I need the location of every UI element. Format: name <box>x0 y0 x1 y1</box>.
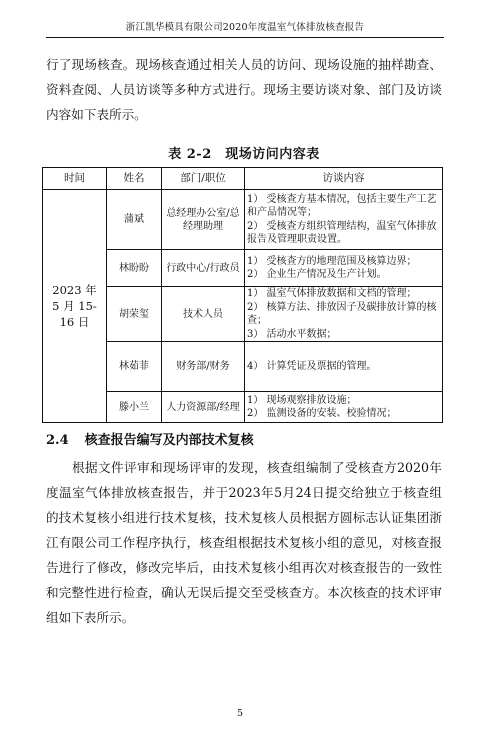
dept-cell: 总经理办公室/总经理助理 <box>162 190 245 250</box>
header-topics: 访谈内容 <box>245 168 443 190</box>
header-time: 时间 <box>43 168 107 190</box>
name-cell: 胡荣玺 <box>107 287 162 342</box>
dept-cell: 行政中心/行政员 <box>162 250 245 287</box>
header-name: 姓名 <box>107 168 162 190</box>
page-header: 浙江凯华模具有限公司2020年度温室气体排放核查报告 <box>125 22 365 33</box>
section-heading <box>46 429 254 448</box>
name-cell: 滕小兰 <box>107 392 162 423</box>
paragraph-review: 根据文件评审和现场评审的发现，核查组编制了受核查方2020年度温室气体排放核查报告，并于2023年5月24日提交给独立于核查组的技术复核小组进行技术复核，技术复核人员根据方圆标志认证集团浙江有限公司工作程序执行，核查组根据技术复核小组的意见，对核查报告进行了修改，修改完毕后，由技术复核小组再次对核查报告的一致性和完整性进行检查，确认无误后提交至受核查方。本次核查的技术评审组如下表所示。 <box>46 460 442 625</box>
dept-cell: 技术人员 <box>162 287 245 342</box>
topic-item: 2） 受核查方组织管理结构，温室气体排放报告及管理职责设置。 <box>247 220 437 245</box>
name-cell: 林盼盼 <box>107 250 162 287</box>
topic-item: 1） 受核查方基本情况，包括主要生产工艺和产品情况等； <box>247 193 437 218</box>
topics-cell <box>245 342 443 392</box>
topic-item: 2） 监测设备的安装、校验情况； <box>247 408 397 419</box>
topic-item: 1） 受核查方的地理范围及核算边界； <box>247 255 417 267</box>
topic-item: 2） 企业生产情况及生产计划。 <box>247 269 387 280</box>
dept-cell: 财务部/财务 <box>162 342 245 392</box>
paragraph-intro: 行了现场核查。现场核查通过相关人员的访问、现场设施的抽样勘查、资料查阅、人员访谈等多种方式进行。现场主要访谈对象、部门及访谈内容如下表所示。 <box>46 57 442 122</box>
time-text: 2023 年 5 月 15-16 日 <box>52 283 97 329</box>
topic-item: 3） 活动水平数据； <box>247 328 337 340</box>
section-title: 核查报告编写及内部技术复核 <box>84 433 254 448</box>
page-number: 5 <box>236 708 244 719</box>
name-cell: 林茹菲 <box>107 342 162 392</box>
topic-item: 2） 核算方法、排放因子及碳排放计算的核查； <box>247 301 437 326</box>
visit-table <box>42 167 443 423</box>
topics-cell <box>245 250 443 287</box>
table-caption: 表 2-2 现场访问内容表 <box>168 147 320 162</box>
table-row <box>43 190 443 250</box>
dept-cell: 人力资源部/经理 <box>162 392 245 423</box>
header-rule <box>46 37 444 38</box>
topics-cell <box>245 287 443 342</box>
topics-cell <box>245 392 443 423</box>
topic-item: 1） 现场观察排放设施； <box>247 394 357 406</box>
topics-cell <box>245 190 443 250</box>
time-cell <box>43 190 107 423</box>
header-dept: 部门/职位 <box>162 168 245 190</box>
topic-item: 1） 温室气体排放数据和文档的管理； <box>247 288 417 299</box>
name-cell: 蒲斌 <box>107 190 162 250</box>
section-number: 2.4 <box>46 433 69 448</box>
topic-item: 4） 计算凭证及票据的管理。 <box>247 360 377 372</box>
table-header-row <box>43 168 443 190</box>
